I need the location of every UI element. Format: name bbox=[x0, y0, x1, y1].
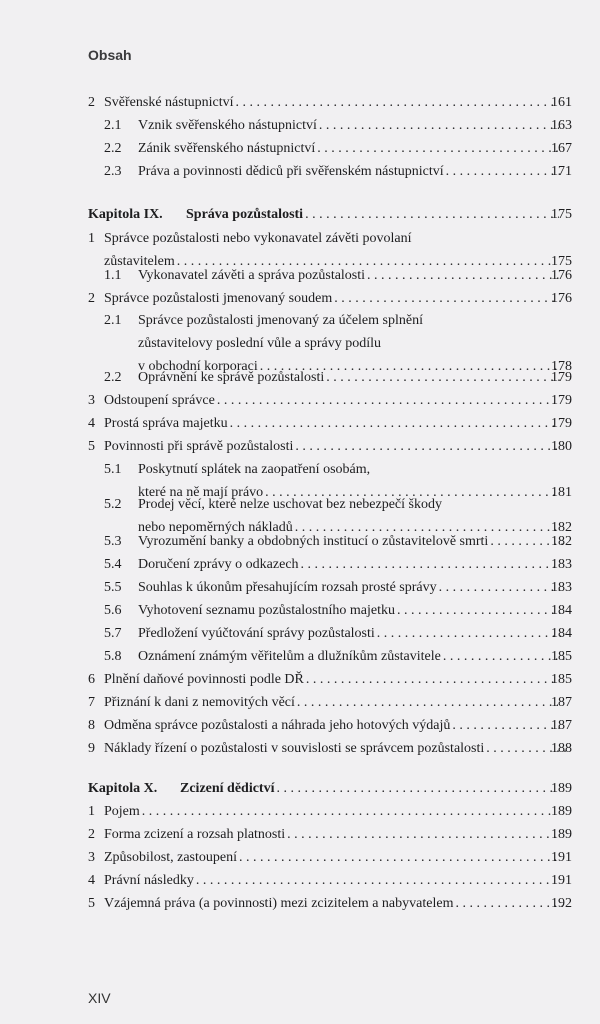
toc-entry-title: Prostá správa majetku bbox=[104, 416, 228, 431]
chapter-title: Správa pozůstalosti bbox=[186, 207, 304, 222]
toc-entry-number: 8 bbox=[88, 718, 95, 733]
toc-entry-number: 5 bbox=[88, 439, 95, 454]
toc-entry-title-cont: v obchodní korporaci bbox=[138, 359, 258, 374]
dot-leader bbox=[142, 800, 552, 823]
chapter-number: Kapitola IX. bbox=[88, 207, 163, 222]
dot-leader bbox=[217, 389, 555, 412]
toc-entry-number: 5.3 bbox=[104, 534, 122, 549]
toc-entry-number: 1 bbox=[88, 804, 95, 819]
toc-entry-title: Doručení zprávy o odkazech bbox=[138, 557, 299, 572]
toc-entry-number: 2.1 bbox=[104, 118, 122, 133]
toc-entry-title: Prodej věcí, které nelze uschovat bez nebezpečí škody bbox=[138, 497, 442, 512]
toc-entry-title: Předložení vyúčtování správy pozůstalosti bbox=[138, 626, 375, 641]
page-number: XIV bbox=[88, 990, 111, 1006]
toc-entry-number: 2 bbox=[88, 291, 95, 306]
toc-entry-number: 5.4 bbox=[104, 557, 122, 572]
toc-entry-title-cont: zůstavitelovy poslední vůle a správy podílu bbox=[138, 336, 382, 351]
toc-entry-title: Správce pozůstalosti jmenovaný za účelem splnění bbox=[138, 313, 423, 328]
toc-entry-page: 176 bbox=[551, 291, 572, 306]
toc-entry-number: 5.8 bbox=[104, 649, 122, 664]
toc-entry-page: 191 bbox=[551, 873, 572, 888]
toc-entry-title: Oznámení známým věřitelům a dlužníkům zůstavitele bbox=[138, 649, 441, 664]
toc-entry-number: 5.5 bbox=[104, 580, 122, 595]
toc-entry-title: Vyhotovení seznamu pozůstalostního majetku bbox=[138, 603, 396, 618]
toc-entry-title: Pojem bbox=[104, 804, 140, 819]
toc-entry-number: 5.6 bbox=[104, 603, 122, 618]
toc-entry-page: 192 bbox=[551, 896, 572, 911]
dot-leader bbox=[295, 435, 558, 458]
toc-entry-number: 1 bbox=[88, 231, 95, 246]
toc-entry-page: 183 bbox=[551, 580, 572, 595]
toc-entry-number: 3 bbox=[88, 393, 95, 408]
toc-entry-page: 189 bbox=[551, 804, 572, 819]
toc-entry-number: 3 bbox=[88, 850, 95, 865]
toc-entry-title: Souhlas k úkonům přesahujícím rozsah prosté správy bbox=[138, 580, 437, 595]
toc-entry-number: 4 bbox=[88, 873, 95, 888]
dot-leader bbox=[235, 91, 555, 114]
toc-entry-page: 171 bbox=[551, 164, 572, 179]
toc-entry-page: 178 bbox=[551, 359, 572, 374]
toc-entry-number: 9 bbox=[88, 741, 95, 756]
dot-leader bbox=[196, 869, 554, 892]
toc-entry-title: Forma zcizení a rozsah platnosti bbox=[104, 827, 286, 842]
toc-entry-page: 187 bbox=[551, 695, 572, 710]
toc-entry-page: 179 bbox=[551, 416, 572, 431]
toc-entry-title: Povinnosti při správě pozůstalosti bbox=[104, 439, 294, 454]
toc-entry-number: 2.1 bbox=[104, 313, 122, 328]
toc-entry-number: 2 bbox=[88, 827, 95, 842]
dot-leader bbox=[287, 823, 558, 846]
toc-entry-number: 5 bbox=[88, 896, 95, 911]
dot-leader bbox=[377, 622, 562, 645]
toc-entry-title: Plnění daňové povinnosti podle DŘ bbox=[104, 672, 304, 687]
dot-leader bbox=[301, 553, 559, 576]
dot-leader bbox=[326, 366, 559, 389]
toc-entry-page: 176 bbox=[551, 268, 572, 283]
toc-entry-title: Správce pozůstalosti jmenovaný soudem bbox=[104, 291, 333, 306]
toc-entry-title: Svěřenské nástupnictví bbox=[104, 95, 234, 110]
toc-entry-title: Odměna správce pozůstalosti a náhrada jeho hotových výdajů bbox=[104, 718, 451, 733]
toc-entry-number: 2.2 bbox=[104, 370, 122, 385]
toc-entry-page: 179 bbox=[551, 370, 572, 385]
toc-entry-page: 163 bbox=[551, 118, 572, 133]
toc-entry-page: 187 bbox=[551, 718, 572, 733]
toc-entry-title-cont: zůstavitelem bbox=[104, 254, 175, 269]
toc-entry-title: Práva a povinnosti dědiců při svěřenském nástupnictví bbox=[138, 164, 444, 179]
dot-leader bbox=[277, 777, 558, 800]
toc-entry-page: 184 bbox=[551, 603, 572, 618]
dot-leader bbox=[239, 846, 556, 869]
toc-entry-page: 182 bbox=[551, 534, 572, 549]
dot-leader bbox=[317, 137, 559, 160]
toc-entry-title: Způsobilost, zastoupení bbox=[104, 850, 237, 865]
toc-entry-page: 175 bbox=[551, 254, 572, 269]
toc-entry-page: 179 bbox=[551, 393, 572, 408]
toc-entry-page: 184 bbox=[551, 626, 572, 641]
toc-entry-number: 5.7 bbox=[104, 626, 122, 641]
dot-leader bbox=[397, 599, 563, 622]
toc-entry-title: Odstoupení správce bbox=[104, 393, 215, 408]
toc-entry-title: Přiznání k dani z nemovitých věcí bbox=[104, 695, 295, 710]
toc-entry-title: Vyrozumění banky a obdobných institucí o zůstavitelově smrti bbox=[138, 534, 489, 549]
toc-entry-page: 189 bbox=[551, 827, 572, 842]
toc-entry-page: 185 bbox=[551, 672, 572, 687]
toc-entry-number: 5.1 bbox=[104, 462, 122, 477]
toc-entry-number: 6 bbox=[88, 672, 95, 687]
toc-entry-title: Oprávnění ke správě pozůstalosti bbox=[138, 370, 325, 385]
toc-entry-number: 1.1 bbox=[104, 268, 122, 283]
toc-entry-number: 7 bbox=[88, 695, 95, 710]
dot-leader bbox=[306, 668, 559, 691]
toc-entry-page: 181 bbox=[551, 485, 572, 500]
toc-entry-number: 4 bbox=[88, 416, 95, 431]
chapter-page: 189 bbox=[551, 781, 572, 796]
toc-entry-page: 167 bbox=[551, 141, 572, 156]
page-heading: Obsah bbox=[88, 47, 132, 63]
toc-entry-number: 2.3 bbox=[104, 164, 122, 179]
toc-entry-title-cont: které na ně mají právo bbox=[138, 485, 264, 500]
toc-entry-page: 182 bbox=[551, 520, 572, 535]
toc-entry-page: 183 bbox=[551, 557, 572, 572]
toc-entry-number: 2 bbox=[88, 95, 95, 110]
toc-entry-title: Správce pozůstalosti nebo vykonavatel závěti povolaní bbox=[104, 231, 412, 246]
toc-entry-number: 5.2 bbox=[104, 497, 122, 512]
toc-entry-page: 185 bbox=[551, 649, 572, 664]
toc-entry-title: Poskytnutí splátek na zaopatření osobám, bbox=[138, 462, 371, 477]
dot-leader bbox=[334, 287, 560, 310]
toc-entry-title: Právní následky bbox=[104, 873, 194, 888]
dot-leader bbox=[297, 691, 558, 714]
toc-entry-title: Vykonavatel závěti a správa pozůstalosti bbox=[138, 268, 366, 283]
toc-entry-page: 180 bbox=[551, 439, 572, 454]
dot-leader bbox=[230, 412, 556, 435]
toc-entry-title: Zánik svěřenského nástupnictví bbox=[138, 141, 316, 156]
toc-entry-page: 191 bbox=[551, 850, 572, 865]
toc-entry-title: Vzájemná práva (a povinnosti) mezi zcizitelem a nabyvatelem bbox=[104, 896, 454, 911]
toc-entry-title: Náklady řízení o pozůstalosti v souvislosti se správcem pozůstalosti bbox=[104, 741, 485, 756]
chapter-number: Kapitola X. bbox=[88, 781, 158, 796]
dot-leader bbox=[367, 264, 561, 287]
chapter-page: 175 bbox=[551, 207, 572, 222]
dot-leader bbox=[319, 114, 559, 137]
toc-entry-page: 161 bbox=[551, 95, 572, 110]
toc-entry-title: Vznik svěřenského nástupnictví bbox=[138, 118, 317, 133]
chapter-title: Zcizení dědictví bbox=[180, 781, 275, 796]
toc-entry-number: 2.2 bbox=[104, 141, 122, 156]
toc-entry-title-cont: nebo nepoměrných nákladů bbox=[138, 520, 293, 535]
dot-leader bbox=[305, 203, 559, 226]
toc-entry-page: 188 bbox=[551, 741, 572, 756]
